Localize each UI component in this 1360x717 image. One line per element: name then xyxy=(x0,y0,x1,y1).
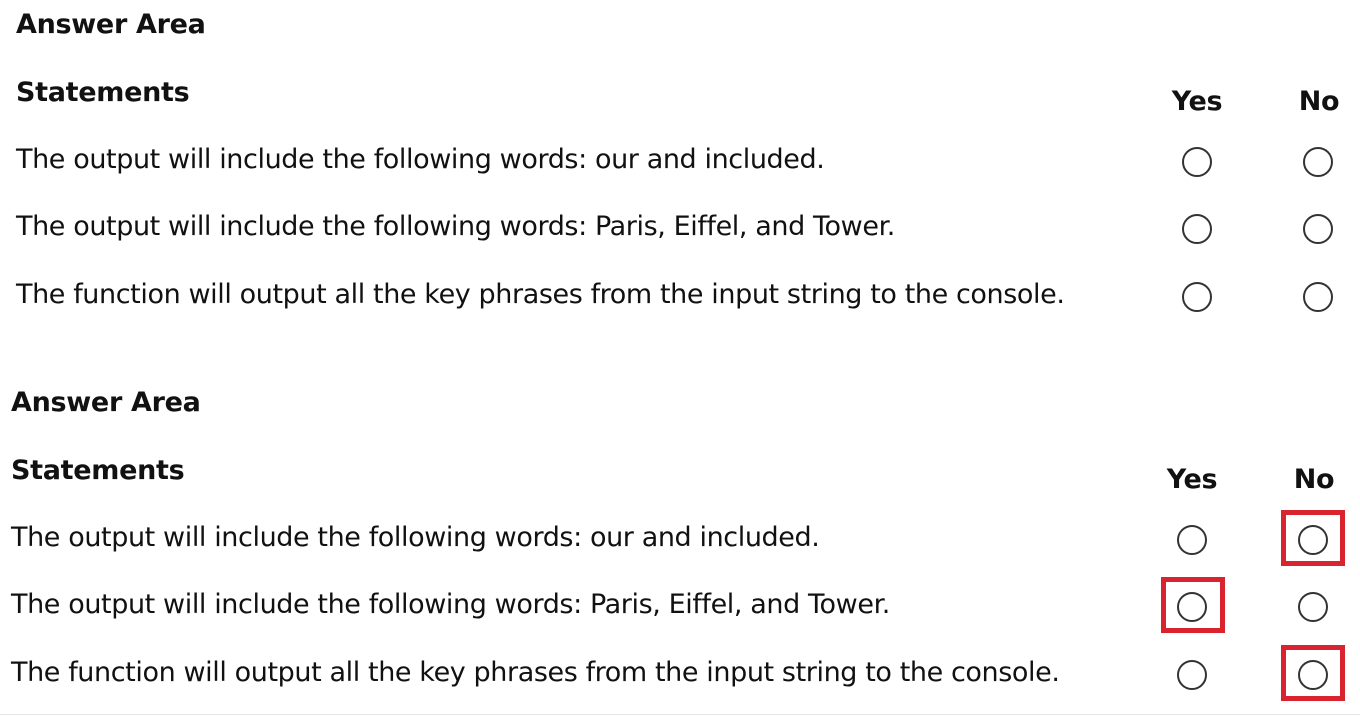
statement-3-no-radio[interactable] xyxy=(1303,282,1333,312)
statement-1-text: The output will include the following words: our and included. xyxy=(16,144,825,175)
statement-2-yes-answer-highlight xyxy=(1161,577,1225,633)
statement-2-text: The output will include the following words: Paris, Eiffel, and Tower. xyxy=(11,589,890,620)
statement-2-no-radio[interactable] xyxy=(1298,592,1328,622)
statements-heading: Statements xyxy=(16,77,190,108)
no-column-header: No xyxy=(1293,464,1335,495)
answer-area-title: Answer Area xyxy=(11,387,201,418)
yes-column-header: Yes xyxy=(1171,86,1223,117)
statement-1-no-answer-highlight xyxy=(1281,510,1345,566)
statement-1-text: The output will include the following words: our and included. xyxy=(11,522,820,553)
statement-1-no-radio[interactable] xyxy=(1303,147,1333,177)
yes-column-header: Yes xyxy=(1166,464,1218,495)
no-column-header: No xyxy=(1298,86,1340,117)
statement-2-no-radio[interactable] xyxy=(1303,214,1333,244)
statement-2-text: The output will include the following words: Paris, Eiffel, and Tower. xyxy=(16,211,895,242)
bottom-divider xyxy=(0,714,1360,715)
statement-1-yes-radio[interactable] xyxy=(1182,147,1212,177)
statement-3-text: The function will output all the key phrases from the input string to the console. xyxy=(11,657,1060,688)
statement-3-yes-radio[interactable] xyxy=(1182,282,1212,312)
statements-heading: Statements xyxy=(11,455,185,486)
statement-1-yes-radio[interactable] xyxy=(1177,525,1207,555)
statement-3-no-answer-highlight xyxy=(1281,645,1345,701)
statement-3-text: The function will output all the key phrases from the input string to the console. xyxy=(16,279,1065,310)
answer-area-title: Answer Area xyxy=(16,9,206,40)
statement-3-yes-radio[interactable] xyxy=(1177,660,1207,690)
statement-2-yes-radio[interactable] xyxy=(1182,214,1212,244)
